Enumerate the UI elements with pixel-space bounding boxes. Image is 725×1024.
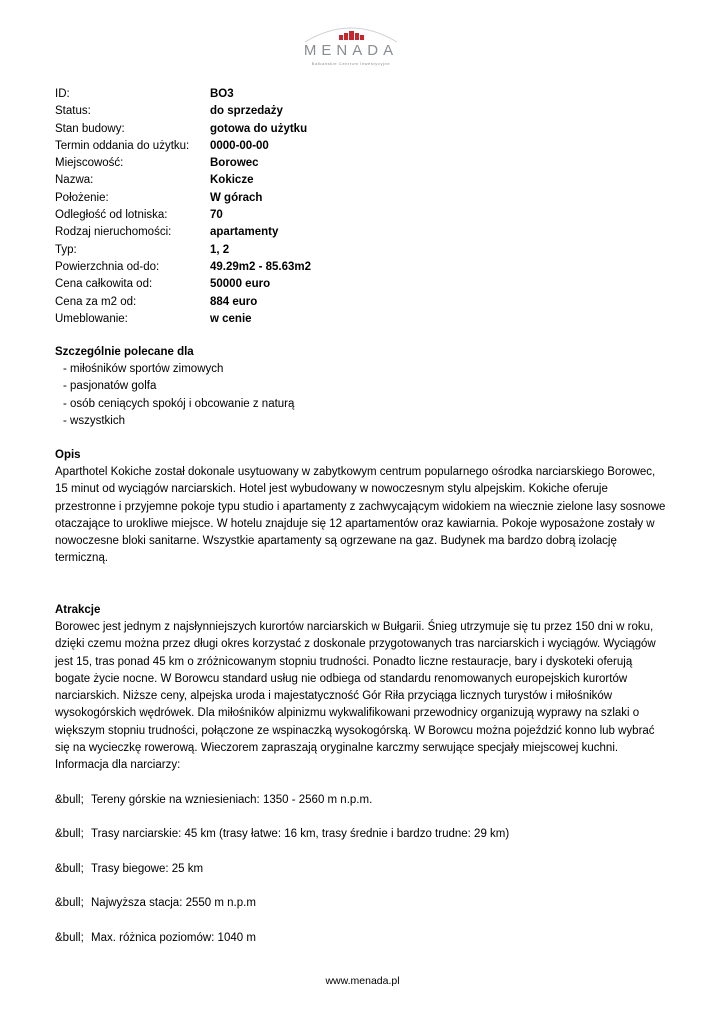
property-value: gotowa do użytku xyxy=(210,122,308,135)
property-row xyxy=(55,276,311,293)
property-row xyxy=(55,103,311,120)
attractions-text: Borowec jest jednym z najsłynniejszych kurortów narciarskich w Bułgarii. Śnieg utrzymuje się tu przez 150 dni w roku, dzięki czemu można przez długi okres korzystać z doskonale przygotowanych tras narciarskich i wyciągów. Wyciągów jest 15, tras ponad 45 km o zróżnicowanym stopniu trudności. Ponadto liczne restauracje, bary i dyskoteki oferują bogate życie nocne. W Borowcu standard usług nie odbiega od standardu renomowanych europejskich kurortów narciarskich. Niższe ceny, alpejska uroda i majestatyczność Gór Riła przyciąga licznych turystów i miłośników wysokogórskich wędrówek. Dla miłośników alpinizmu wykwalifikowani przewodnicy organizują wyprawy na szlaki o większym stopniu trudności, połączone ze wspinaczką wysokogórską. W Borowcu można pojeździć konno lub wybrać się na wycieczkę rowerową. Wieczorem zapraszają oryginalne karczmy serwujące specjały miejscowej kuchni. xyxy=(55,621,656,755)
property-row xyxy=(55,242,311,259)
property-row xyxy=(55,86,311,103)
bullet-mark: &bull; xyxy=(55,932,84,944)
bullet-mark: &bull; xyxy=(55,794,84,806)
description-heading: Opis xyxy=(55,449,81,461)
list-item: - wszystkich xyxy=(63,414,125,427)
bullet-text: Najwyższa stacja: 2550 m n.p.m xyxy=(91,897,256,909)
property-label: ID: xyxy=(55,88,70,100)
property-row xyxy=(55,121,311,138)
list-item xyxy=(55,861,203,878)
property-label: Umeblowanie: xyxy=(55,312,128,325)
list-item: - miłośników sportów zimowych xyxy=(63,363,224,375)
property-row xyxy=(55,155,311,172)
property-value: Borowec xyxy=(210,157,259,170)
property-row xyxy=(55,294,311,311)
recommended-heading: Szczególnie polecane dla xyxy=(55,346,194,358)
property-row xyxy=(55,224,311,241)
attractions-heading: Atrakcje xyxy=(55,604,101,616)
property-value: 0000-00-00 xyxy=(210,139,269,152)
property-row xyxy=(55,311,311,328)
property-label: Odległość od lotniska: xyxy=(55,209,168,222)
property-label: Termin oddania do użytku: xyxy=(55,139,190,152)
property-value: 70 xyxy=(210,209,223,222)
bullet-text: Tereny górskie na wzniesieniach: 1350 - 2560 m n.p.m. xyxy=(91,794,373,806)
property-label: Typ: xyxy=(55,243,77,256)
property-value: w cenie xyxy=(210,312,252,325)
property-label: Położenie: xyxy=(55,191,109,204)
property-label: Rodzaj nieruchomości: xyxy=(55,226,172,239)
property-value: do sprzedaży xyxy=(210,105,283,118)
property-label: Stan budowy: xyxy=(55,122,125,135)
recommended-section xyxy=(55,344,670,430)
attractions-section xyxy=(55,602,670,775)
property-value: 50000 euro xyxy=(210,278,271,291)
list-item xyxy=(55,930,256,947)
list-item: - osób ceniących spokój i obcowanie z naturą xyxy=(63,397,295,410)
bullet-text: Trasy biegowe: 25 km xyxy=(91,863,204,875)
list-item: - pasjonatów golfa xyxy=(63,380,157,393)
property-row xyxy=(55,190,311,207)
bullet-mark: &bull; xyxy=(55,828,84,840)
list-item xyxy=(55,826,509,843)
logo-tagline: Bałkańskie Centrum Inwestycyjne xyxy=(311,61,391,66)
property-label: Miejscowość: xyxy=(55,157,124,170)
property-value: 1, 2 xyxy=(210,243,230,256)
property-row xyxy=(55,172,311,189)
logo-wordmark: MENADA xyxy=(303,42,399,59)
property-label: Cena za m2 od: xyxy=(55,295,137,308)
property-label: Cena całkowita od: xyxy=(55,278,153,291)
property-table xyxy=(55,86,311,328)
property-row xyxy=(55,259,311,276)
bullet-text: Max. różnica poziomów: 1040 m xyxy=(91,932,256,944)
bullet-mark: &bull; xyxy=(55,863,84,875)
property-value: 49.29m2 - 85.63m2 xyxy=(210,260,312,273)
property-row xyxy=(55,138,311,155)
description-section xyxy=(55,447,670,568)
bullet-mark: &bull; xyxy=(55,897,84,909)
property-value: W górach xyxy=(210,191,263,204)
property-label: Nazwa: xyxy=(55,174,94,187)
property-row xyxy=(55,207,311,224)
property-label: Status: xyxy=(55,105,91,118)
description-text: Aparthotel Kokiche został dokonale usytuowany w zabytkowym centrum popularnego ośrodka narciarskiego Borowec, 15 minut od wyciągów narciarskich. Hotel jest wybudowany w nowoczesnym stylu alpejskim. Kokiche oferuje przestronne i przyjemne pokoje typu studio i apartamenty z zachwycającym widokiem na wiecznie zielone lasy sosnowe otaczające to urokliwe miejsce. W hotelu znajduje się 12 apartamentów oraz kawiarnia. Pokoje wyposażone zostały w nowoczesne bloki sanitarne. Wszystkie apartamenty są ogrzewane na gaz. Budynek ma bardzo dobrą izolację termiczną. xyxy=(55,466,666,565)
property-label: Powierzchnia od-do: xyxy=(55,260,160,273)
property-value: 884 euro xyxy=(210,295,258,308)
ski-info-label: Informacja dla narciarzy: xyxy=(55,759,181,772)
property-value: BO3 xyxy=(210,88,234,100)
menada-logo xyxy=(295,22,407,70)
bullet-text: Trasy narciarskie: 45 km (trasy łatwe: 16 km, trasy średnie i bardzo trudne: 29 km) xyxy=(91,828,510,840)
list-item xyxy=(55,792,372,809)
property-value: Kokicze xyxy=(210,174,254,187)
footer-link[interactable]: www.menada.pl xyxy=(325,975,400,987)
property-value: apartamenty xyxy=(210,226,279,239)
list-item xyxy=(55,895,256,912)
